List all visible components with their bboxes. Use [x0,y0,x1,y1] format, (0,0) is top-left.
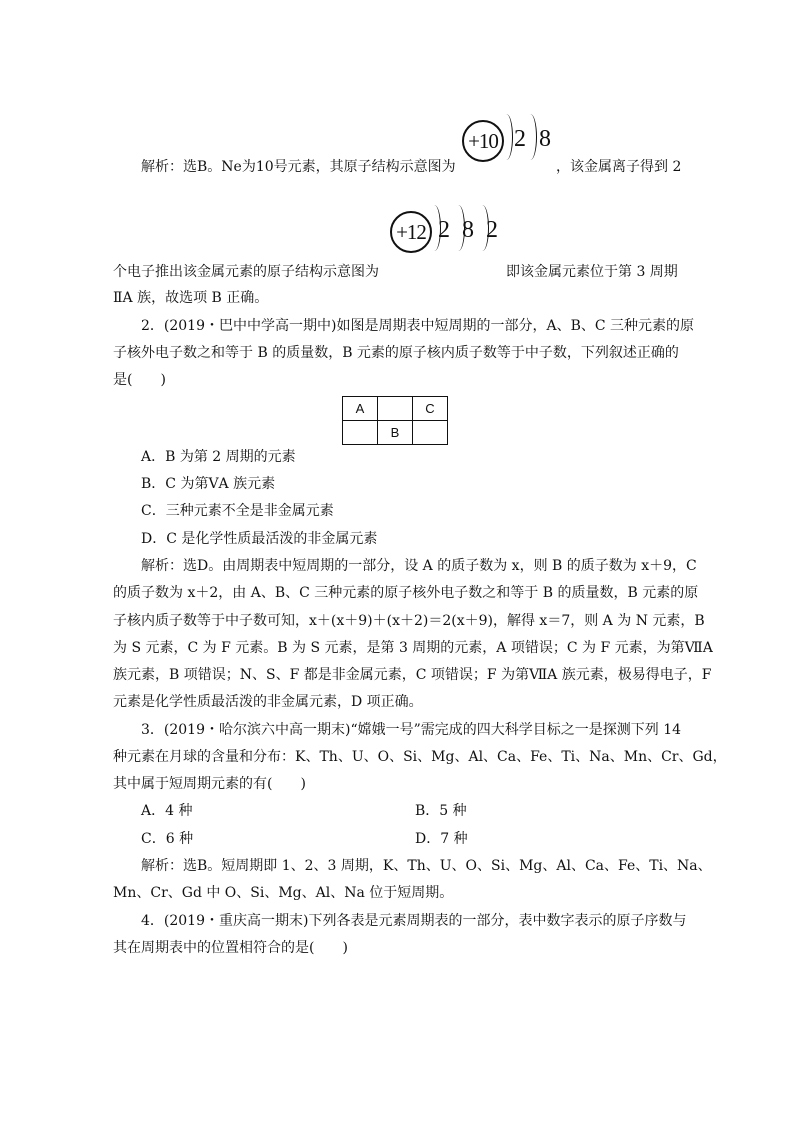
q3-option-b: B．5 种 [415,803,467,819]
answer1-line2: 个电子推出该金属元素的原子结构示意图为 [113,264,379,280]
periodic-table-fragment [342,396,448,445]
table-cell: C [413,397,448,421]
option-d: D．C 是化学性质最活泼的非金属元素 [141,531,378,547]
table-cell [343,421,378,445]
shell-electrons: 2 [514,126,526,152]
question4-line2: 其在周期表中的位置相符合的是( ) [113,940,348,956]
answer2-line1: 解析：选D。由周期表中短周期的一部分，设 A 的质子数为 x，则 B 的质子数为 x＋9，C [141,558,697,574]
question2-line3: 是( ) [113,372,166,388]
answer3-line2: Mn、Cr、Gd 中 O、Si、Mg、Al、Na 位于短周期。 [113,885,454,901]
option-a: A．B 为第 2 周期的元素 [141,449,296,465]
mg-nucleus: +12 [390,211,432,253]
shell-electrons: 8 [539,126,551,152]
table-cell: B [378,421,413,445]
answer3-line1: 解析：选B。短周期即 1、2、3 周期，K、Th、U、O、Si、Mg、Al、Ca、Fe、Ti、Na、 [141,858,712,874]
answer2-line2: 的质子数为 x＋2，由 A、B、C 三种元素的原子核外电子数之和等于 B 的质量数，B 元素的原 [113,585,699,601]
shell-electrons: 2 [486,217,498,243]
answer1-line2-end: 即该金属元素位于第 3 周期 [506,264,678,280]
shell-electrons: 8 [462,217,474,243]
q3-option-c: C．6 种 [141,831,194,847]
option-b: B．C 为第ⅤA 族元素 [141,476,276,492]
ne-atom-diagram [462,114,562,170]
answer2-line3: 子核内质子数等于中子数可知，x＋(x＋9)＋(x＋2)＝2(x＋9)，解得 x＝7，则 A 为 N 元素，B [113,613,705,629]
table-cell [378,397,413,421]
question3-line1: 3．(2019・哈尔滨六中高一期末)“嫦娥一号”需完成的四大科学目标之一是探测下列 14 [141,722,682,738]
answer2-line4: 为 S 元素，C 为 F 元素。B 为 S 元素，是第 3 周期的元素，A 项错误；C 为 F 元素，为第ⅦA [113,640,713,656]
answer2-line6: 元素是化学性质最活泼的非金属元素，D 项正确。 [113,694,423,710]
shell-arc [500,114,513,160]
table-cell: A [343,397,378,421]
q3-option-a: A．4 种 [141,803,193,819]
q3-option-d: D．7 种 [415,831,468,847]
question2-line1: 2．(2019・巴中中学高一期中)如图是周期表中短周期的一部分，A、B、C 三种元素的原 [141,318,695,334]
question2-line2: 子核外电子数之和等于 B 的质量数，B 元素的原子核内质子数等于中子数，下列叙述正确的 [113,345,679,361]
shell-electrons: 2 [438,217,450,243]
table-cell [413,421,448,445]
question3-line2: 种元素在月球的含量和分布：K、Th、U、O、Si、Mg、Al、Ca、Fe、Ti、Na、Mn、Cr、Gd， [113,749,727,765]
ne-nucleus: +10 [462,120,504,162]
question4-line1: 4．(2019・重庆高一期末)下列各表是元素周期表的一部分，表中数字表示的原子序数与 [141,913,687,929]
answer1-line1: 解析：选B。Ne为10号元素，其原子结构示意图为 [141,159,456,175]
answer1-line1-end: ，该金属离子得到 2 [556,159,682,175]
question3-line3: 其中属于短周期元素的有( ) [113,776,306,792]
answer1-line3: ⅡA 族，故选项 B 正确。 [113,290,269,306]
option-c: C．三种元素不全是非金属元素 [141,503,334,519]
answer2-line5: 族元素，B 项错误；N、S、F 都是非金属元素，C 项错误；F 为第ⅦA 族元素，极易得电子，F [113,667,712,683]
mg-atom-diagram [390,205,520,261]
